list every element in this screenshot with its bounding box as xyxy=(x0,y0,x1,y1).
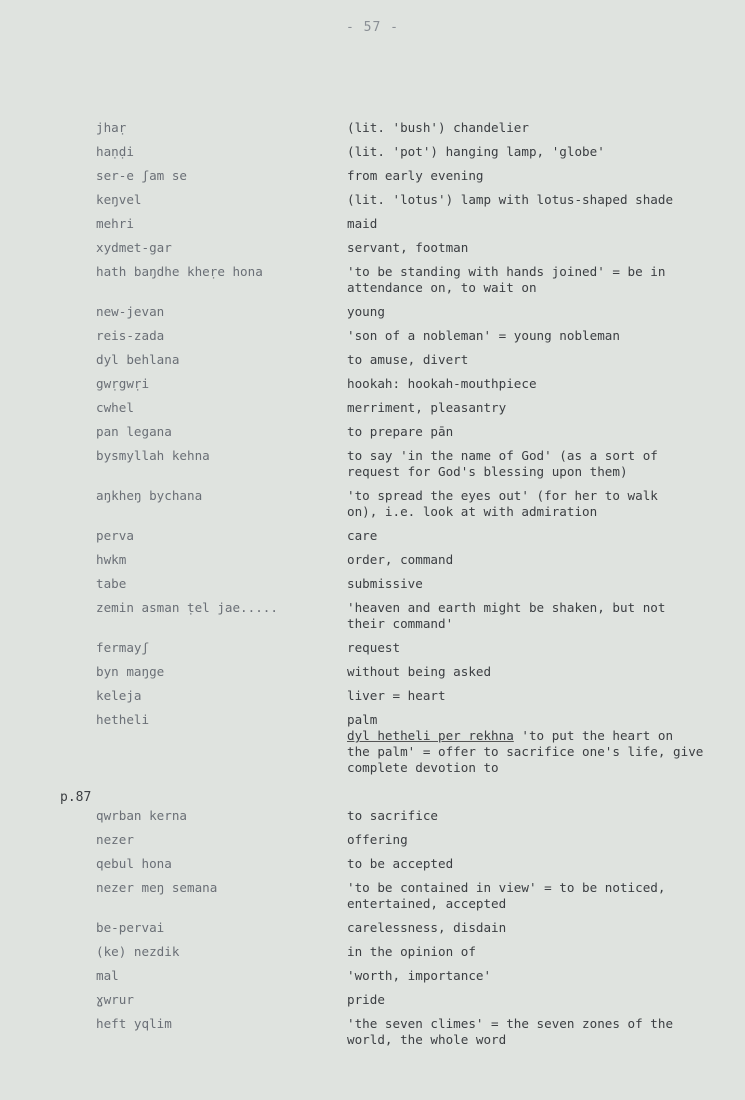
entry-gloss: request xyxy=(347,640,401,655)
entry-gloss: young xyxy=(347,304,385,319)
entry-term: jhaṛ xyxy=(96,120,127,135)
entry-gloss: 'heaven and earth might be shaken, but not their command' xyxy=(347,600,666,631)
entry-term: perva xyxy=(96,528,134,543)
entry-term: hetheli xyxy=(96,712,150,727)
entry-term: qwrban kerna xyxy=(96,808,187,823)
entry-gloss: servant, footman xyxy=(347,240,469,255)
entry-term: dyl behlana xyxy=(96,352,180,367)
entry-gloss: 'to spread the eyes out' (for her to walk on), i.e. look at with admiration xyxy=(347,488,658,519)
entry-term: hwkm xyxy=(96,552,127,567)
entry-term: pan legana xyxy=(96,424,172,439)
entry-gloss: to prepare pān xyxy=(347,424,454,439)
entry-term: byn maŋge xyxy=(96,664,165,679)
entry-term: xydmet-gar xyxy=(96,240,172,255)
entry-gloss: 'the seven climes' = the seven zones of the world, the whole word xyxy=(347,1016,674,1047)
entry-term: mal xyxy=(96,968,119,983)
entry-gloss: pride xyxy=(347,992,385,1007)
entry-term: new-jevan xyxy=(96,304,165,319)
entry-gloss: to say 'in the name of God' (as a sort of request for God's blessing upon them) xyxy=(347,448,658,479)
entry-term: bysmyllah kehna xyxy=(96,448,210,463)
section-marker: p.87 xyxy=(60,790,92,805)
entry-gloss: liver = heart xyxy=(347,688,446,703)
entry-term: zemin asman ṭel jae..... xyxy=(96,600,278,615)
entry-term: keleja xyxy=(96,688,142,703)
entry-term: be-pervai xyxy=(96,920,165,935)
entry-gloss: (lit. 'pot') hanging lamp, 'globe' xyxy=(347,144,605,159)
entry-gloss: palm dyl hetheli per rekhna 'to put the heart on the palm' = offer to sacrifice one's life, give complete devotion to xyxy=(347,712,704,775)
entry-term: ser-e ʃam se xyxy=(96,168,187,183)
entry-term: qebul hona xyxy=(96,856,172,871)
entry-term: tabe xyxy=(96,576,127,591)
entry-term: fermayʃ xyxy=(96,640,150,655)
entry-gloss: order, command xyxy=(347,552,454,567)
underlined-phrase: dyl hetheli per rekhna xyxy=(347,728,514,743)
entry-term: heft yqlim xyxy=(96,1016,172,1031)
entry-term: cwhel xyxy=(96,400,134,415)
entry-gloss: merriment, pleasantry xyxy=(347,400,507,415)
entry-gloss: (lit. 'lotus') lamp with lotus-shaped shade xyxy=(347,192,674,207)
entry-term: mehri xyxy=(96,216,134,231)
entry-term: nezer xyxy=(96,832,134,847)
entry-term: nezer meŋ semana xyxy=(96,880,218,895)
entry-term: gwṛgwṛi xyxy=(96,376,150,391)
entry-gloss: 'worth, importance' xyxy=(347,968,492,983)
entry-term: hath baŋdhe kheṛe hona xyxy=(96,264,263,279)
entry-gloss: in the opinion of xyxy=(347,944,476,959)
entry-gloss: 'to be standing with hands joined' = be in attendance on, to wait on xyxy=(347,264,666,295)
entry-gloss: to sacrifice xyxy=(347,808,438,823)
entry-term: keŋvel xyxy=(96,192,142,207)
entry-gloss: (lit. 'bush') chandelier xyxy=(347,120,529,135)
entry-gloss: submissive xyxy=(347,576,423,591)
entry-term: reis-zada xyxy=(96,328,165,343)
entry-gloss: to be accepted xyxy=(347,856,454,871)
entry-term: aŋkheŋ bychana xyxy=(96,488,203,503)
entry-gloss: hookah: hookah-mouthpiece xyxy=(347,376,537,391)
entry-gloss: offering xyxy=(347,832,408,847)
entry-gloss: from early evening xyxy=(347,168,484,183)
entry-term: (ke) nezdik xyxy=(96,944,180,959)
entry-gloss: to amuse, divert xyxy=(347,352,469,367)
page-number: - 57 - xyxy=(346,20,399,35)
entry-gloss: without being asked xyxy=(347,664,492,679)
entry-gloss: 'son of a nobleman' = young nobleman xyxy=(347,328,620,343)
entry-term: ɣwrur xyxy=(96,992,134,1007)
entry-gloss: maid xyxy=(347,216,378,231)
entry-gloss: 'to be contained in view' = to be noticed, entertained, accepted xyxy=(347,880,666,911)
entry-gloss: care xyxy=(347,528,378,543)
entry-gloss: carelessness, disdain xyxy=(347,920,507,935)
entry-term: haṇḍi xyxy=(96,144,134,159)
